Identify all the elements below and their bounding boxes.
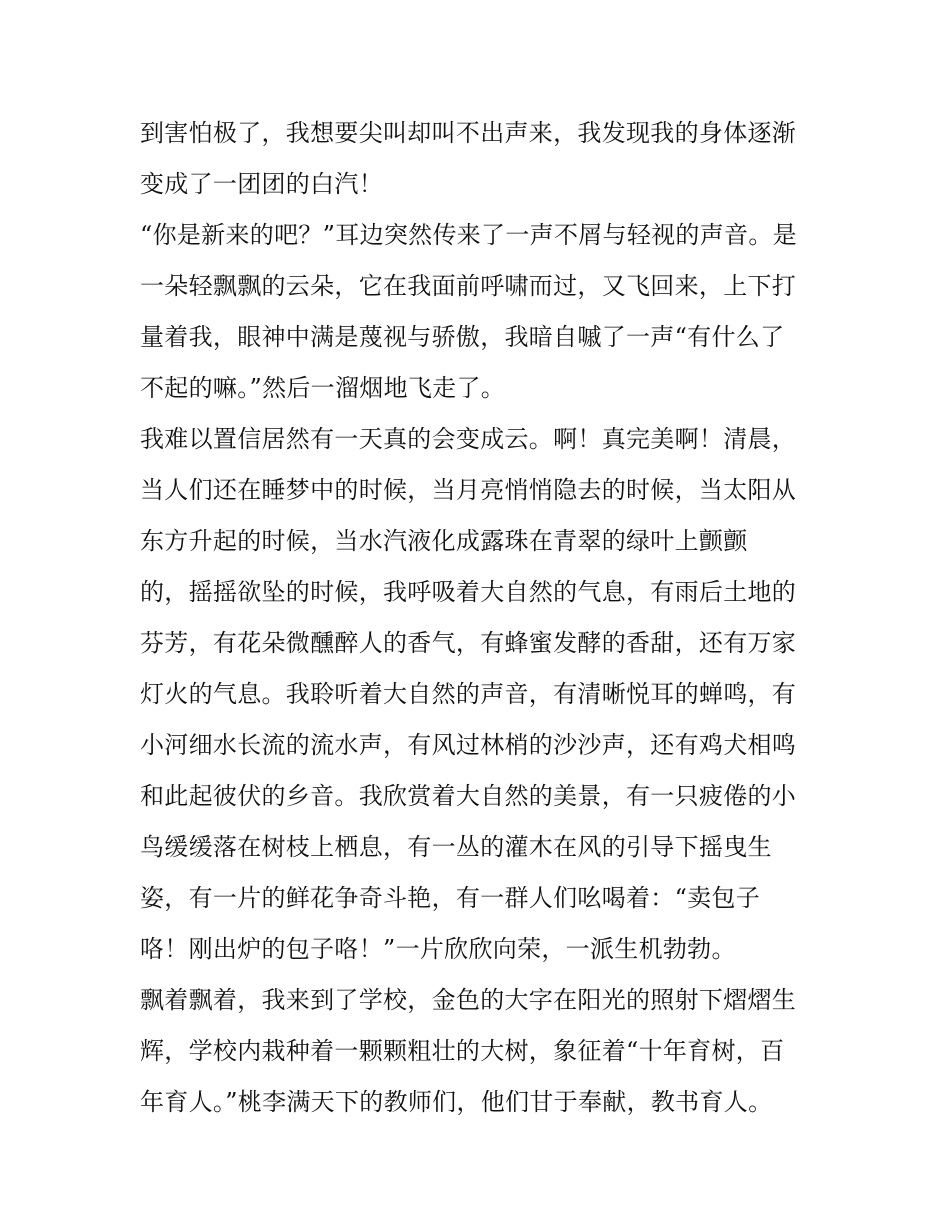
text-line: 和此起彼伏的乡音。我欣赏着大自然的美景，有一只疲倦的小: [140, 782, 797, 810]
text-line: 的，摇摇欲坠的时候，我呼吸着大自然的气息，有雨后土地的: [140, 578, 797, 606]
text-line: 鸟缓缓落在树枝上栖息，有一丛的灌木在风的引导下摇曳生: [140, 833, 772, 861]
text-line: 到害怕极了，我想要尖叫却叫不出声来，我发现我的身体逐渐: [140, 119, 797, 147]
text-line: 灯火的气息。我聆听着大自然的声音，有清晰悦耳的蝉鸣，有: [140, 680, 797, 708]
text-line: 辉，学校内栽种着一颗颗粗壮的大树，象征着“十年育树，百: [140, 1037, 785, 1065]
text-line: 当人们还在睡梦中的时候，当月亮悄悄隐去的时候，当太阳从: [140, 476, 797, 504]
text-line: 不起的嘛。”然后一溜烟地飞走了。: [140, 374, 506, 402]
text-line: 量着我，眼神中满是蔑视与骄傲，我暗自嘁了一声“有什么了: [140, 323, 785, 351]
text-line: 年育人。”桃李满天下的教师们，他们甘于奉献，教书育人。: [140, 1088, 773, 1116]
text-line: 小河细水长流的流水声，有风过林梢的沙沙声，还有鸡犬相鸣: [140, 731, 797, 759]
body-text: [140, 108, 820, 1128]
text-line: 变成了一团团的白汽！: [140, 170, 383, 198]
text-line: 飘着飘着，我来到了学校，金色的大字在阳光的照射下熠熠生: [140, 986, 797, 1014]
text-line: 一朵轻飘飘的云朵，它在我面前呼啸而过，又飞回来，上下打: [140, 272, 797, 300]
text-line: 咯！刚出炉的包子咯！”一片欣欣向荣，一派生机勃勃。: [140, 935, 736, 963]
text-line: 姿，有一片的鲜花争奇斗艳，有一群人们吆喝着：“卖包子: [140, 884, 761, 912]
text-line: “你是新来的吧？”耳边突然传来了一声不屑与轻视的声音。是: [140, 221, 797, 249]
text-line: 我难以置信居然有一天真的会变成云。啊！真完美啊！清晨，: [140, 425, 797, 453]
text-line: 芬芳，有花朵微醺醉人的香气，有蜂蜜发酵的香甜，还有万家: [140, 629, 797, 657]
text-line: 东方升起的时候，当水汽液化成露珠在青翠的绿叶上颤颤: [140, 527, 748, 555]
